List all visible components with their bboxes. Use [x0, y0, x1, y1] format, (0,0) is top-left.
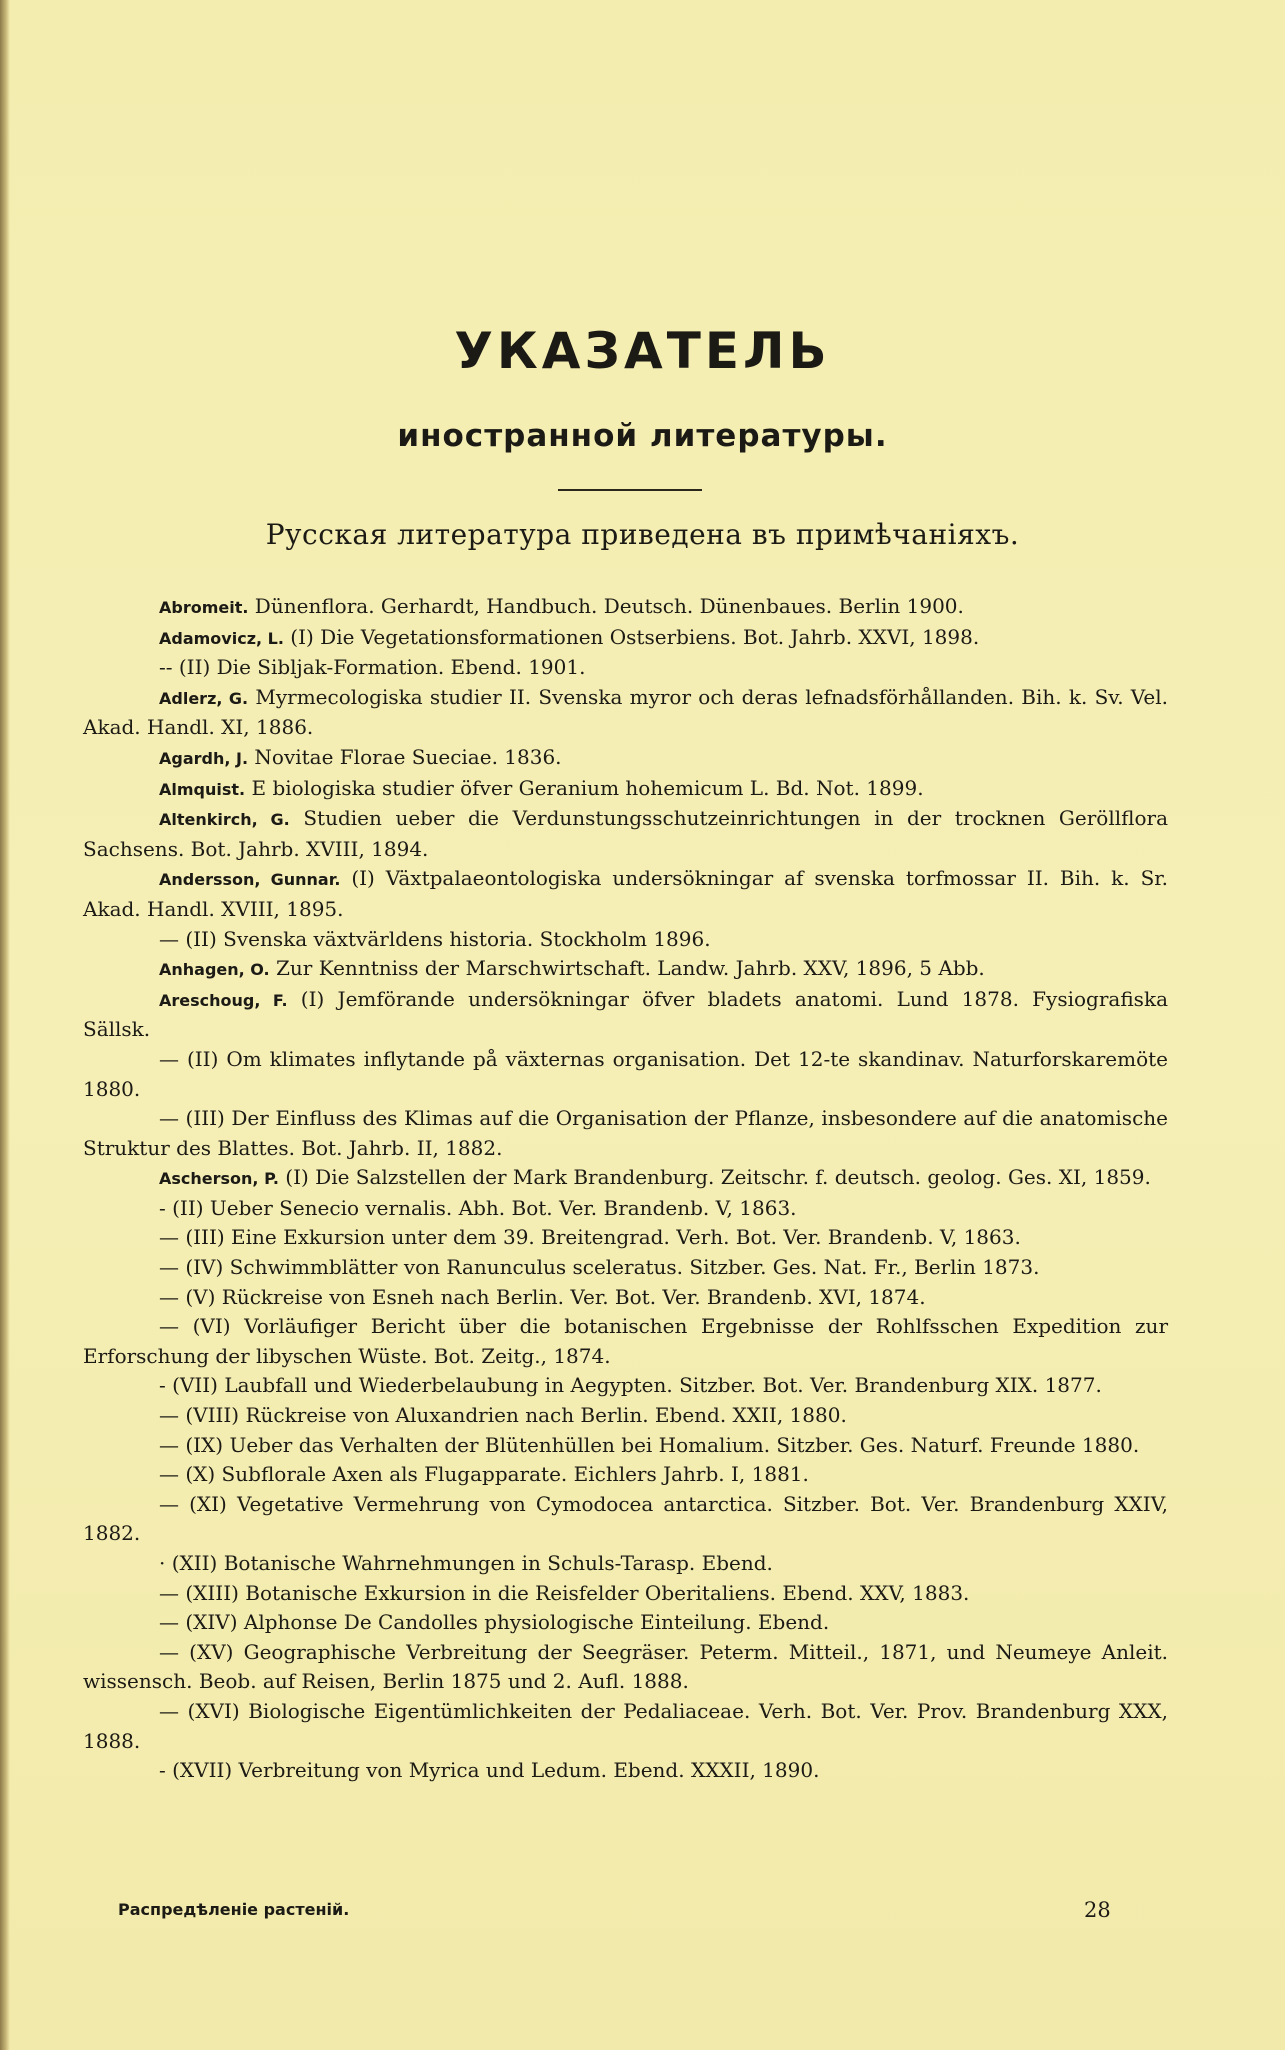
footer-section-title: Распредѣленіе растеній. [118, 1900, 350, 1919]
entry-text: — (XIII) Botanische Exkursion in die Reisfelder Oberitaliens. Ebend. XXV, 1883. [159, 1580, 970, 1605]
bibliography-entry [83, 925, 1168, 955]
entry-text: Zur Kenntniss der Marschwirtschaft. Landw. Jahrb. XXV, 1896, 5 Abb. [269, 956, 985, 981]
entry-text: · (XII) Botanische Wahrnehmungen in Schuls-Tarasp. Ebend. [159, 1551, 773, 1575]
entry-text: Studien ueber die Verdunstungsschutzeinrichtungen in der trocknen Geröllflora Sachsens. Bot. Jahrb. XVIII, 1894. [83, 806, 1169, 861]
bibliography-list [83, 592, 1168, 1786]
entry-author: Agardh, J. [159, 748, 249, 768]
entry-text: — (III) Der Einfluss des Klimas auf die Organisation der Pflanze, insbesondere auf die anatomische Struktur des Blattes. Bot. Jahrb. II, 1882. [83, 1106, 1168, 1160]
bibliography-entry [83, 1253, 1168, 1283]
entry-text: — (XV) Geographische Verbreitung der Seegräser. Peterm. Mitteil., 1871, und Neumeye Anleit. wissensch. Beob. auf Reisen, Berlin 1875 und 2. Aufl. 1888. [83, 1639, 1168, 1694]
entry-author: Almquist. [159, 779, 246, 799]
bibliography-entry [83, 985, 1168, 1045]
entry-text: Dünenflora. Gerhardt, Handbuch. Deutsch. Dünenbaues. Berlin 1900. [248, 594, 964, 618]
entry-author: Andersson, Gunnar. [159, 870, 341, 890]
entry-author: Altenkirch, G. [159, 810, 290, 830]
entry-text: (I) Die Vegetationsformationen Ostserbiens. Bot. Jahrb. XXVI, 1898. [283, 624, 980, 649]
entry-text: (I) Die Salzstellen der Mark Brandenburg. Zeitschr. f. deutsch. geolog. Ges. XI, 1859. [278, 1165, 1151, 1190]
entry-author: Abromeit. [159, 598, 249, 617]
bibliography-entry [83, 1371, 1168, 1401]
bibliography-entry [83, 774, 1168, 805]
bibliography-entry [83, 954, 1168, 985]
russian-literature-note: Русская литература приведена въ примѣчаніяхъ. [265, 518, 1020, 551]
bibliography-entry [83, 1194, 1168, 1224]
entry-text: — (VIII) Rückreise von Aluxandrien nach Berlin. Ebend. XXII, 1880. [159, 1403, 847, 1428]
bibliography-entry [83, 1579, 1168, 1609]
entry-text: — (III) Eine Exkursion unter dem 39. Breitengrad. Verh. Bot. Ver. Brandenb. V, 1863. [159, 1225, 1021, 1250]
bibliography-entry [83, 683, 1168, 743]
bibliography-entry [83, 1163, 1168, 1194]
entry-text: — (X) Subflorale Axen als Flugapparate. Eichlers Jahrb. I, 1881. [159, 1462, 809, 1487]
entry-text: — (XVI) Biologische Eigentümlichkeiten der Pedaliaceae. Verh. Bot. Ver. Prov. Brandenburg XXX, 1888. [83, 1698, 1168, 1753]
entry-text: — (V) Rückreise von Esneh nach Berlin. Ver. Bot. Ver. Brandenb. XVI, 1874. [159, 1284, 926, 1309]
page-subtitle: иностранной литературы. [397, 418, 888, 454]
bibliography-entry [83, 1401, 1168, 1431]
entry-author: Ascherson, P. [159, 1169, 279, 1189]
bibliography-entry [83, 804, 1168, 864]
entry-text: — (XI) Vegetative Vermehrung von Cymodocea antarctica. Sitzber. Bot. Ver. Brandenburg XXIV, 1882. [83, 1491, 1168, 1546]
bibliography-entry [83, 1638, 1168, 1697]
entry-text: Myrmecologiska studier II. Svenska myror och deras lefnadsförhållanden. Bih. k. Sv. Vel. Akad. Handl. XI, 1886. [83, 684, 1168, 740]
entry-text: - (II) Ueber Senecio vernalis. Abh. Bot. Ver. Brandenb. V, 1863. [159, 1195, 797, 1220]
entry-text: - (XVII) Verbreitung von Myrica und Ledum. Ebend. XXXII, 1890. [159, 1758, 820, 1783]
bibliography-entry [83, 623, 1168, 654]
bibliography-entry [83, 1045, 1168, 1104]
title-divider [558, 489, 702, 491]
page-title: УКАЗАТЕЛЬ [454, 322, 831, 380]
bibliography-entry [83, 592, 1168, 623]
entry-author: Adlerz, G. [159, 688, 249, 708]
bibliography-entry [83, 1223, 1168, 1253]
bibliography-entry [83, 653, 1168, 683]
bibliography-entry [83, 1460, 1168, 1490]
entry-author: Anhagen, O. [159, 960, 270, 980]
entry-text: — (IX) Ueber das Verhalten der Blütenhüllen bei Homalium. Sitzber. Ges. Naturf. Freunde 1880. [159, 1432, 1140, 1457]
entry-text: (I) Jemförande undersökningar öfver bladets anatomi. Lund 1878. Fysiografiska Sällsk. [83, 986, 1168, 1042]
bibliography-entry [83, 1697, 1168, 1756]
bibliography-entry [83, 1608, 1168, 1638]
entry-author: Adamovicz, L. [159, 628, 284, 648]
bibliography-entry [83, 864, 1168, 924]
bibliography-entry [83, 1756, 1168, 1786]
bibliography-entry [83, 1283, 1168, 1313]
bibliography-entry [83, 1490, 1168, 1549]
bibliography-entry [83, 1312, 1168, 1371]
page-number: 28 [1084, 1898, 1111, 1922]
entry-text: E biologiska studier öfver Geranium hohemicum L. Bd. Not. 1899. [245, 775, 924, 800]
entry-author: Areschoug, F. [159, 990, 288, 1010]
entry-text: — (VI) Vorläufiger Bericht über die botanischen Ergebnisse der Rohlfsschen Expedition zur Erforschung der libyschen Wüste. Bot. Zeitg., 1874. [83, 1314, 1168, 1368]
entry-text: — (II) Svenska växtvärldens historia. Stockholm 1896. [159, 926, 711, 951]
entry-text: — (II) Om klimates inflytande på växternas organisation. Det 12-te skandinav. Naturforskaremöte 1880. [83, 1046, 1168, 1101]
entry-text: (I) Växtpalaeontologiska undersökningar af svenska torfmossar II. Bih. k. Sr. Akad. Handl. XVIII, 1895. [83, 866, 1168, 921]
bibliography-entry [83, 743, 1168, 774]
entry-text: -- (II) Die Sibljak-Formation. Ebend. 1901. [159, 655, 586, 680]
bibliography-entry [83, 1431, 1168, 1461]
bibliography-entry [83, 1549, 1168, 1579]
entry-text: — (XIV) Alphonse De Candolles physiologische Einteilung. Ebend. [159, 1610, 830, 1635]
page-edge-shadow [0, 0, 10, 2050]
entry-text: Novitae Florae Sueciae. 1836. [248, 744, 562, 769]
entry-text: — (IV) Schwimmblätter von Ranunculus sceleratus. Sitzber. Ges. Nat. Fr., Berlin 1873. [159, 1255, 1040, 1280]
bibliography-entry [83, 1104, 1168, 1163]
entry-text: - (VII) Laubfall und Wiederbelaubung in Aegypten. Sitzber. Bot. Ver. Brandenburg XIX. 1877. [159, 1373, 1102, 1398]
